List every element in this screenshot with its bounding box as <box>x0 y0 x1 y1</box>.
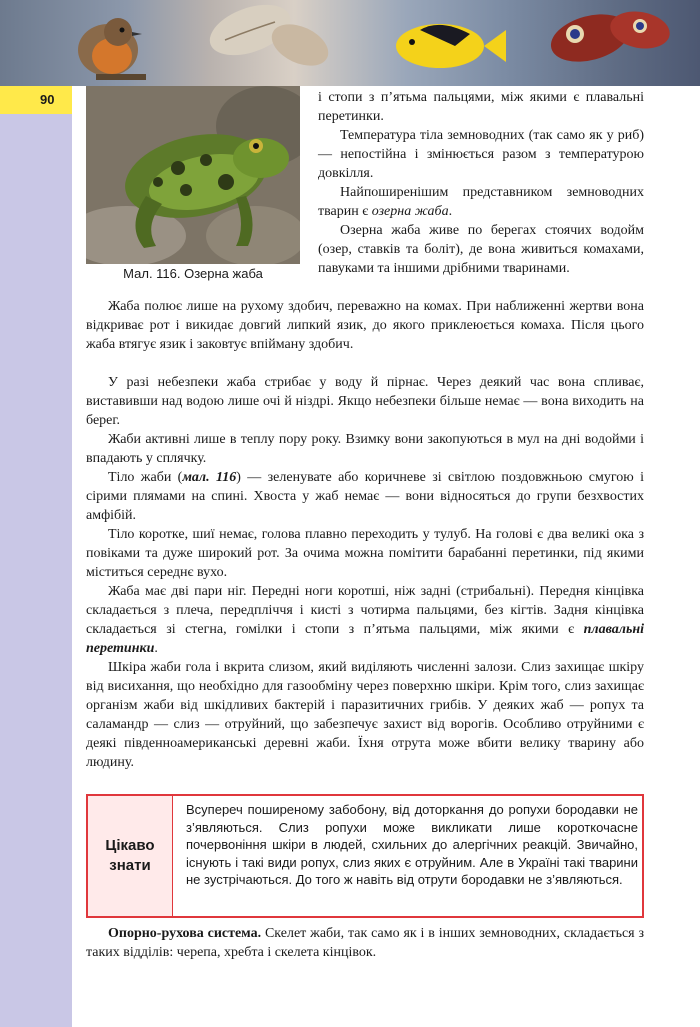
paragraph-9: Тіло коротке, шиї немає, голова плавно переходить у тулуб. На голові є два великі ока з повіками та дуже широкий рот. За очима можна помітити барабанні перетинки, під якими міститься середнє вухо. <box>86 527 644 580</box>
paragraph-2: Температура тіла земноводних (так само як у риб) — непостійна і змінюється разом з температурою довкілля. <box>318 128 644 181</box>
paragraph-7: Жаби активні лише в теплу пору року. Взимку вони закопуються в мул на дні водойми і впадають у сплячку. <box>86 432 644 466</box>
section-text: Скелет жаби, так само як і в інших земноводних, складається з таких відділів: черепа, хребта і скелета кінцівок. <box>86 926 644 960</box>
butterfly-icon <box>546 6 673 69</box>
left-sidebar <box>0 86 72 1027</box>
figure-caption: Мал. 116. Озерна жаба <box>123 266 263 281</box>
paragraph-11: Шкіра жаби гола і вкрита слизом, який виділяють численні залози. Слиз захищає шкіру від висихання, що необхідно для газообміну через поверхню шкіри. Крім того, слиз захищає організм жаби від шкідливих бактерій і паразитичних грибів. У деяких жаб — ропух та саламандр — слиз — отруйний, що забезпечує захист від ворогів. Особливо отруйними є деякі південноамериканські деревні жаби. Їхня отрута може вбити велику тварину або людину. <box>86 660 644 770</box>
fish-icon <box>396 24 506 68</box>
paragraph-6: У разі небезпеки жаба стрибає у воду й пірнає. Через деякий час вона спливає, виставивши над водою лише очі й ніздрі. Якщо небезпеки більше немає — вона виходить на берег. <box>86 375 644 428</box>
section-paragraph <box>86 924 644 962</box>
paragraph-4: Озерна жаба живе по берегах стоячих водойм (озер, ставків та боліт), де вона живиться комахами, павуками та іншими дрібними тваринами. <box>318 223 644 276</box>
paragraph-10: Жаба має дві пари ніг. Передні ноги коротші, ніж задні (стрибальні). Передня кінцівка складається з плеча, передпліччя і кисті з чотирма пальцями, без кігтів. Задня кінцівка складається зі стегна, гомілки і стопи з п’ятьма пальцями, між якими є плавальні перетинки. <box>86 584 644 656</box>
did-you-know-box <box>86 794 644 918</box>
robin-icon <box>78 18 146 80</box>
did-you-know-label: Цікаво знати <box>105 837 155 874</box>
page-number-strip <box>0 86 72 114</box>
frog-figure <box>86 86 300 264</box>
frog-photo-icon <box>86 86 300 264</box>
paragraph-1: і стопи з п’ятьма пальцями, між якими є плавальні перетинки. <box>318 90 644 124</box>
section-heading: Опорно-рухова система. <box>108 926 262 941</box>
header-banner <box>0 0 700 86</box>
leaves-icon <box>203 0 335 74</box>
paragraph-5: Жаба полює лише на рухому здобич, переважно на комах. При наближенні жертви вона відкриває рот і викидає довгий липкий язик, до якого приклеюється комаха. Після цього жаба втягує язик і заковтує впійману здобич. <box>86 299 644 352</box>
paragraph-3: Найпоширенішим представником земноводних тварин є озерна жаба. <box>318 185 644 219</box>
did-you-know-text: Всупереч поширеному забобону, від доторкання до ропухи бородавки не з’являються. Слиз ропухи може викликати лише короткочасне почервоніння шкіри в людей, схильних до алергічних реакцій. Звичайно, існують і такі види ропух, слиз яких є отруйним. Але в Україні такі тварини не зустрічаються. До того ж навіть від отрути бородавки не з’являються. <box>186 802 638 887</box>
page-number: 90 <box>40 92 55 107</box>
paragraph-8: Тіло жаби (мал. 116) — зеленувате або коричневе зі світлою поздовжньою смугою і сірими плямами на спині. Хвоста у жаб немає — вони відносяться до групи безхвостих амфібій. <box>86 470 644 523</box>
banner-illustration <box>0 0 700 86</box>
did-you-know-label-box <box>88 796 173 916</box>
